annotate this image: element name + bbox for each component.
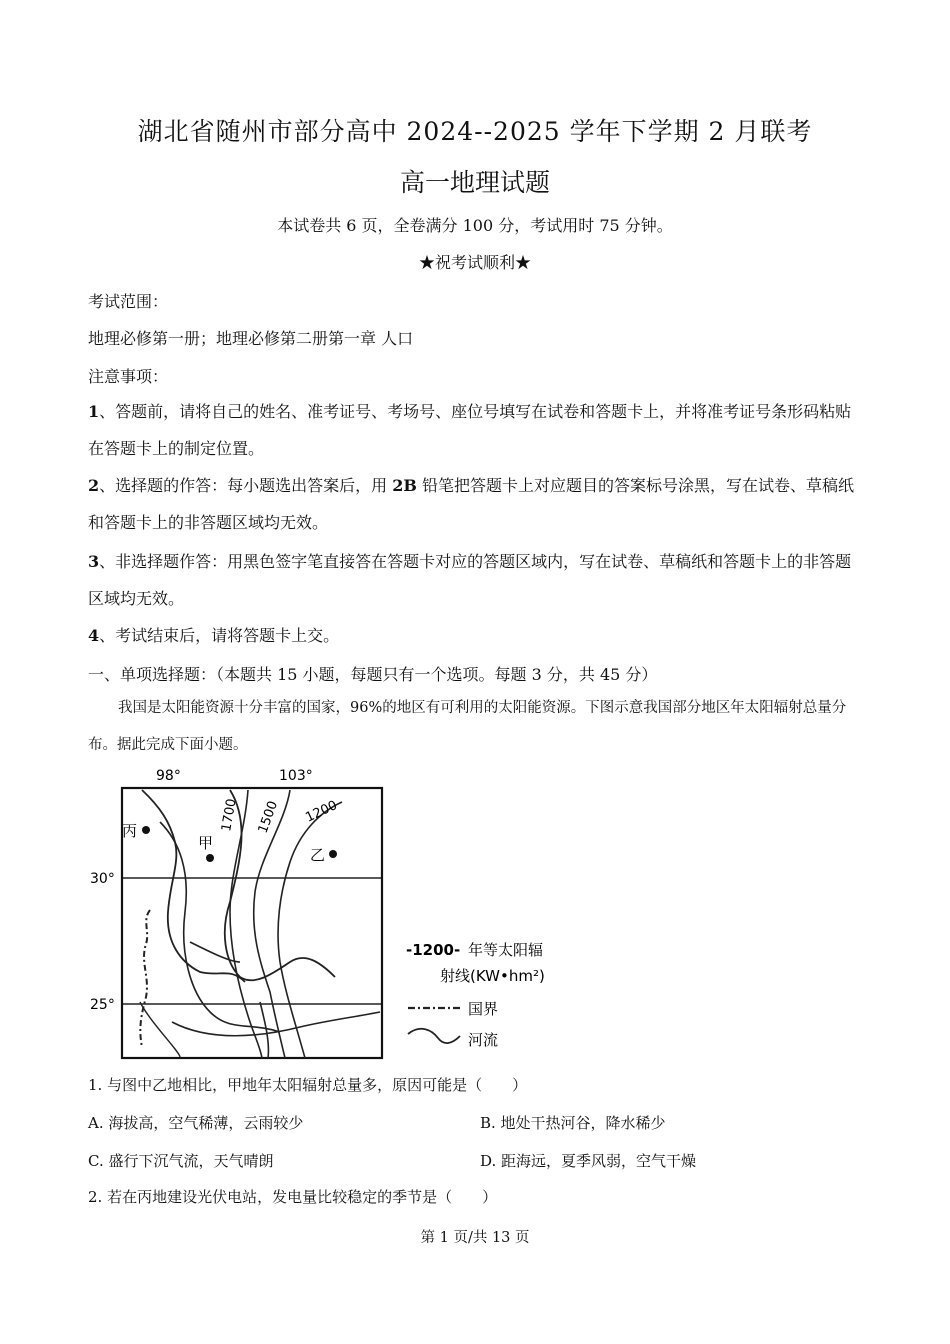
exam-title: 湖北省随州市部分高中 2024--2025 学年下学期 2 月联考	[137, 117, 813, 146]
question-2-stem: 2. 若在丙地建设光伏电站，发电量比较稳定的季节是（ ）	[88, 1188, 498, 1206]
map-frame	[122, 788, 382, 1058]
solar-radiation-map	[80, 762, 580, 1062]
lat-label-30: 30°	[90, 871, 115, 887]
river-2	[160, 822, 280, 1032]
lat-label-25: 25°	[90, 997, 115, 1013]
question-1-option-d: D. 距海远，夏季风弱，空气干燥	[480, 1152, 697, 1170]
exam-info: 本试卷共 6 页，全卷满分 100 分，考试用时 75 分钟。	[277, 216, 673, 235]
section-heading: 一、单项选择题：（本题共 15 小题，每题只有一个选项。每题 3 分，共 45 分）	[88, 665, 658, 684]
river-4	[172, 1012, 380, 1036]
place-bing-dot	[142, 826, 150, 834]
lon-label-98: 98°	[156, 768, 181, 784]
place-bing-label: 丙	[122, 822, 138, 840]
note-item-1: 1、答题前，请将自己的姓名、准考证号、考场号、座位号填写在试卷和答题卡上，并将准考证号条形码粘贴在答题卡上的制定位置。	[88, 402, 852, 458]
place-jia-label: 甲	[198, 834, 214, 852]
isoline-label-1700: 1700	[219, 797, 240, 833]
note-item-2: 2、选择题的作答：每小题选出答案后，用 2B 铅笔把答题卡上对应题目的答案标号涂黑，写在试卷、草稿纸和答题卡上的非答题区域均无效。	[88, 476, 854, 532]
legend-isoline-line2: 射线(KW•hm²)	[440, 967, 545, 985]
question-1-stem: 1. 与图中乙地相比，甲地年太阳辐射总量多，原因可能是（ ）	[88, 1076, 528, 1094]
question-1-option-b: B. 地处干热河谷，降水稀少	[480, 1114, 666, 1132]
legend-river-label: 河流	[468, 1031, 499, 1049]
isoline-label-1500: 1500	[255, 799, 282, 836]
question-1-option-c: C. 盛行下沉气流，天气晴朗	[88, 1152, 274, 1170]
legend-isoline-line1: 年等太阳辐	[468, 941, 544, 959]
national-border	[140, 910, 150, 1047]
good-luck-line: ★祝考试顺利★	[418, 253, 531, 272]
isoline-1200	[278, 802, 342, 1058]
note-item-3: 3、非选择题作答：用黑色签字笔直接答在答题卡对应的答题区域内，写在试卷、草稿纸和答题卡上的非答题区域均无效。	[88, 552, 852, 608]
lon-label-103: 103°	[279, 768, 313, 784]
question-intro: 我国是太阳能资源十分丰富的国家，96%的地区有可利用的太阳能资源。下图示意我国部分地区年太阳辐射总量分布。据此完成下面小题。	[88, 700, 847, 753]
question-1-option-a: A. 海拔高，空气稀薄，云雨较少	[88, 1114, 304, 1132]
subject-title: 高一地理试题	[399, 168, 550, 197]
scope-label: 考试范围：	[88, 292, 169, 311]
page-footer: 第 1 页/共 13 页	[420, 1230, 530, 1246]
legend-river-sample	[408, 1029, 460, 1043]
place-yi-label: 乙	[310, 846, 326, 864]
isoline-label-1200: 1200	[303, 798, 340, 826]
place-jia-dot	[206, 854, 214, 862]
legend-border-label: 国界	[468, 1000, 499, 1018]
legend-isoline-sample: -1200-	[406, 941, 461, 959]
scope-content: 地理必修第一册；地理必修第二册第一章 人口	[88, 329, 414, 348]
notes-label: 注意事项：	[88, 367, 169, 386]
place-yi-dot	[329, 850, 337, 858]
note-item-4: 4、考试结束后，请将答题卡上交。	[88, 626, 340, 645]
